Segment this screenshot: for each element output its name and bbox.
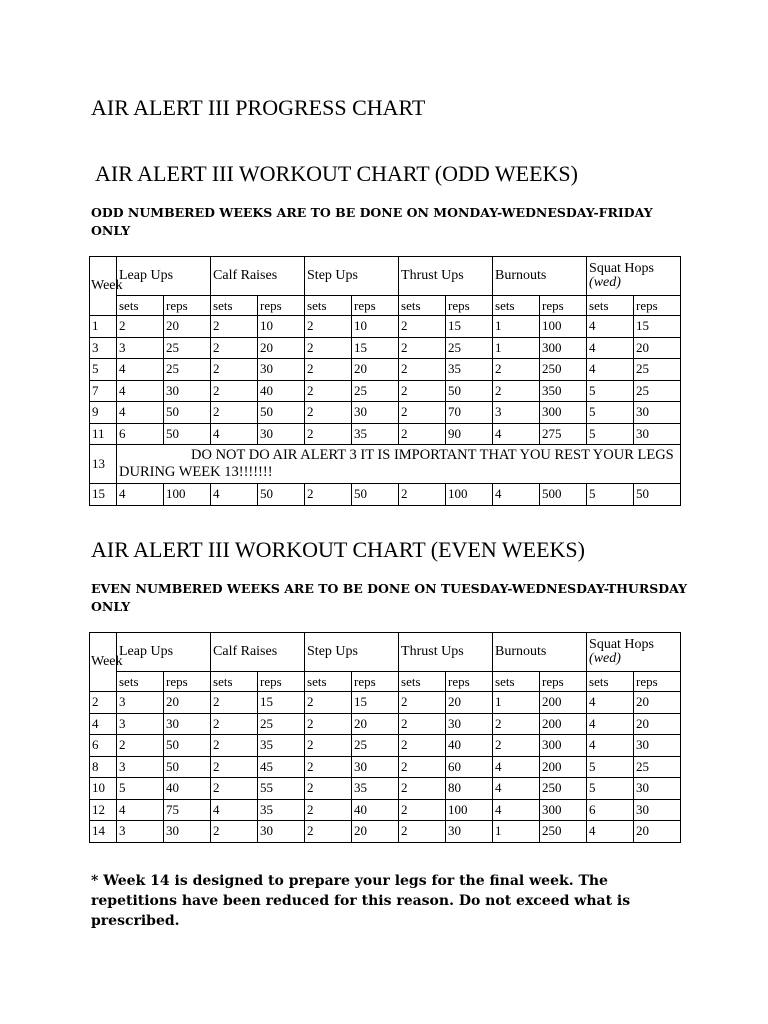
table-cell: 2 xyxy=(305,757,352,779)
table-cell: 4 xyxy=(211,800,258,822)
rest-message: DO NOT DO AIR ALERT 3 IT IS IMPORTANT THAT YOU REST YOUR LEGS DURING WEEK 13!!!!!!! xyxy=(119,447,674,480)
table-cell: 2 xyxy=(305,821,352,843)
table-cell: 30 xyxy=(258,821,305,843)
table-row xyxy=(90,735,681,757)
table-cell: 30 xyxy=(634,778,681,800)
table-row xyxy=(90,692,681,714)
table-cell: 20 xyxy=(164,316,211,338)
table-cell: 10 xyxy=(258,316,305,338)
sets-header: sets xyxy=(493,672,540,692)
table-cell: 275 xyxy=(540,424,587,446)
table-cell: 35 xyxy=(258,735,305,757)
table-cell: 5 xyxy=(587,424,634,446)
sets-header: sets xyxy=(117,672,164,692)
table-cell: 25 xyxy=(164,338,211,360)
table-cell: 2 xyxy=(211,359,258,381)
week-number: 6 xyxy=(90,735,117,757)
table-cell: 4 xyxy=(117,800,164,822)
table-cell: 25 xyxy=(352,381,399,403)
table-cell: 25 xyxy=(634,359,681,381)
table-cell: 45 xyxy=(258,757,305,779)
exercise-header xyxy=(117,257,211,296)
table-cell: 1 xyxy=(493,338,540,360)
table-cell: 2 xyxy=(399,484,446,506)
table-row xyxy=(90,424,681,446)
table-cell: 500 xyxy=(540,484,587,506)
odd-table-body xyxy=(90,257,681,506)
table-cell: 25 xyxy=(258,714,305,736)
table-cell: 25 xyxy=(352,735,399,757)
sets-header: sets xyxy=(117,296,164,316)
table-cell: 70 xyxy=(446,402,493,424)
table-cell: 40 xyxy=(258,381,305,403)
table-cell: 20 xyxy=(634,338,681,360)
week-header: Week xyxy=(90,633,117,692)
exercise-header xyxy=(117,633,211,672)
table-cell: 2 xyxy=(399,402,446,424)
exercise-name: Squat Hops xyxy=(589,261,654,276)
table-row xyxy=(90,381,681,403)
reps-header: reps xyxy=(446,296,493,316)
reps-header: reps xyxy=(164,672,211,692)
exercise-name: Thrust Ups xyxy=(401,644,464,659)
table-cell: 300 xyxy=(540,338,587,360)
table-cell: 2 xyxy=(305,381,352,403)
table-cell: 2 xyxy=(399,821,446,843)
week-number: 3 xyxy=(90,338,117,360)
table-row xyxy=(90,338,681,360)
table-cell: 1 xyxy=(493,316,540,338)
reps-header: reps xyxy=(352,672,399,692)
table-cell: 6 xyxy=(587,800,634,822)
exercise-name: Burnouts xyxy=(495,268,547,283)
table-cell: 6 xyxy=(117,424,164,446)
sets-header: sets xyxy=(587,672,634,692)
table-cell: 2 xyxy=(493,359,540,381)
even-weeks-heading: AIR ALERT III WORKOUT CHART (EVEN WEEKS) xyxy=(91,537,585,562)
reps-header: reps xyxy=(258,672,305,692)
table-cell: 10 xyxy=(352,316,399,338)
table-cell: 5 xyxy=(587,381,634,403)
exercise-name: Step Ups xyxy=(307,644,358,659)
table-cell: 4 xyxy=(211,424,258,446)
table-cell: 2 xyxy=(399,316,446,338)
exercise-name: Leap Ups xyxy=(119,644,174,659)
table-cell: 2 xyxy=(305,800,352,822)
table-row xyxy=(90,402,681,424)
table-cell: 3 xyxy=(117,714,164,736)
table-cell: 30 xyxy=(258,359,305,381)
table-cell: 100 xyxy=(446,484,493,506)
exercise-header xyxy=(399,257,493,296)
table-cell: 4 xyxy=(493,778,540,800)
table-cell: 50 xyxy=(634,484,681,506)
table-cell: 20 xyxy=(634,821,681,843)
table-row xyxy=(90,821,681,843)
sets-header: sets xyxy=(399,672,446,692)
table-row xyxy=(90,484,681,506)
table-cell: 4 xyxy=(587,714,634,736)
table-cell: 40 xyxy=(352,800,399,822)
exercise-header xyxy=(305,257,399,296)
table-cell: 2 xyxy=(305,316,352,338)
table-cell: 100 xyxy=(446,800,493,822)
table-cell: 250 xyxy=(540,359,587,381)
reps-header: reps xyxy=(352,296,399,316)
sets-header: sets xyxy=(211,296,258,316)
header-row xyxy=(90,633,681,672)
table-cell: 30 xyxy=(258,424,305,446)
subheader-row xyxy=(90,296,681,316)
table-cell: 4 xyxy=(117,402,164,424)
table-cell: 25 xyxy=(446,338,493,360)
week-number: 4 xyxy=(90,714,117,736)
exercise-header xyxy=(587,633,681,672)
page-title: AIR ALERT III PROGRESS CHART xyxy=(91,95,426,120)
sets-header: sets xyxy=(493,296,540,316)
week-number: 9 xyxy=(90,402,117,424)
table-cell: 50 xyxy=(164,424,211,446)
odd-weeks-heading: AIR ALERT III WORKOUT CHART (ODD WEEKS) xyxy=(95,161,578,186)
table-cell: 3 xyxy=(117,692,164,714)
table-cell: 2 xyxy=(305,714,352,736)
exercise-header xyxy=(211,257,305,296)
table-cell: 4 xyxy=(117,381,164,403)
week-number: 1 xyxy=(90,316,117,338)
table-cell: 30 xyxy=(164,381,211,403)
table-cell: 2 xyxy=(211,692,258,714)
table-cell: 55 xyxy=(258,778,305,800)
wed-note: (wed) xyxy=(589,651,621,666)
table-cell: 4 xyxy=(587,821,634,843)
table-cell: 2 xyxy=(211,714,258,736)
exercise-header xyxy=(211,633,305,672)
table-cell: 35 xyxy=(446,359,493,381)
table-cell: 2 xyxy=(211,821,258,843)
table-cell: 50 xyxy=(164,402,211,424)
table-cell: 5 xyxy=(117,778,164,800)
table-cell: 300 xyxy=(540,800,587,822)
exercise-header xyxy=(493,633,587,672)
table-cell: 2 xyxy=(117,316,164,338)
even-weeks-table xyxy=(89,632,681,843)
table-cell: 2 xyxy=(399,714,446,736)
table-cell: 15 xyxy=(446,316,493,338)
table-cell: 4 xyxy=(587,359,634,381)
table-cell: 20 xyxy=(352,714,399,736)
table-cell: 35 xyxy=(258,800,305,822)
table-cell: 30 xyxy=(352,757,399,779)
table-cell: 350 xyxy=(540,381,587,403)
table-cell: 40 xyxy=(446,735,493,757)
table-cell: 300 xyxy=(540,402,587,424)
table-cell: 30 xyxy=(634,424,681,446)
table-cell: 1 xyxy=(493,821,540,843)
exercise-name: Burnouts xyxy=(495,644,547,659)
table-cell: 2 xyxy=(493,714,540,736)
table-cell: 4 xyxy=(587,692,634,714)
table-cell: 5 xyxy=(587,402,634,424)
week-number: 8 xyxy=(90,757,117,779)
table-cell: 2 xyxy=(305,484,352,506)
table-cell: 25 xyxy=(164,359,211,381)
table-cell: 30 xyxy=(164,821,211,843)
table-cell: 200 xyxy=(540,692,587,714)
week-number: 15 xyxy=(90,484,117,506)
table-cell: 1 xyxy=(493,692,540,714)
table-cell: 5 xyxy=(587,484,634,506)
table-cell: 100 xyxy=(540,316,587,338)
table-cell: 2 xyxy=(305,338,352,360)
table-cell: 4 xyxy=(493,424,540,446)
week-number: 10 xyxy=(90,778,117,800)
wed-note: (wed) xyxy=(589,275,621,290)
table-cell: 20 xyxy=(352,821,399,843)
exercise-name: Thrust Ups xyxy=(401,268,464,283)
table-cell: 2 xyxy=(211,778,258,800)
table-cell: 250 xyxy=(540,778,587,800)
table-cell: 50 xyxy=(352,484,399,506)
even-table-body xyxy=(90,633,681,843)
sets-header: sets xyxy=(399,296,446,316)
table-cell: 30 xyxy=(634,402,681,424)
table-cell: 90 xyxy=(446,424,493,446)
table-cell: 20 xyxy=(634,692,681,714)
table-cell: 30 xyxy=(164,714,211,736)
table-cell: 2 xyxy=(493,381,540,403)
reps-header: reps xyxy=(540,672,587,692)
table-cell: 30 xyxy=(352,402,399,424)
table-cell: 2 xyxy=(211,757,258,779)
table-row xyxy=(90,757,681,779)
table-cell: 2 xyxy=(399,424,446,446)
table-cell: 3 xyxy=(117,757,164,779)
table-cell: 30 xyxy=(634,735,681,757)
exercise-header xyxy=(493,257,587,296)
table-cell: 2 xyxy=(211,735,258,757)
table-cell: 50 xyxy=(258,484,305,506)
table-cell: 250 xyxy=(540,821,587,843)
table-cell: 2 xyxy=(399,735,446,757)
table-cell: 200 xyxy=(540,714,587,736)
week-number: 2 xyxy=(90,692,117,714)
table-cell: 5 xyxy=(587,778,634,800)
table-cell: 60 xyxy=(446,757,493,779)
table-cell: 4 xyxy=(587,316,634,338)
table-cell: 4 xyxy=(117,359,164,381)
table-cell: 200 xyxy=(540,757,587,779)
table-cell: 75 xyxy=(164,800,211,822)
table-cell: 20 xyxy=(634,714,681,736)
table-row xyxy=(90,800,681,822)
subheader-row xyxy=(90,672,681,692)
week-number: 13 xyxy=(90,445,117,484)
table-cell: 15 xyxy=(258,692,305,714)
table-cell: 4 xyxy=(493,757,540,779)
table-cell: 30 xyxy=(634,800,681,822)
odd-weeks-table xyxy=(89,256,681,506)
table-cell: 4 xyxy=(587,338,634,360)
table-cell: 100 xyxy=(164,484,211,506)
week-number: 5 xyxy=(90,359,117,381)
table-cell: 35 xyxy=(352,778,399,800)
table-cell: 15 xyxy=(352,692,399,714)
table-cell: 2 xyxy=(305,424,352,446)
sets-header: sets xyxy=(305,296,352,316)
table-cell: 50 xyxy=(164,757,211,779)
table-cell: 300 xyxy=(540,735,587,757)
reps-header: reps xyxy=(446,672,493,692)
table-cell: 2 xyxy=(305,735,352,757)
sets-header: sets xyxy=(211,672,258,692)
table-row xyxy=(90,316,681,338)
table-row xyxy=(90,359,681,381)
table-cell: 80 xyxy=(446,778,493,800)
exercise-header xyxy=(587,257,681,296)
rest-message-cell xyxy=(117,445,681,484)
table-cell: 2 xyxy=(211,338,258,360)
exercise-header xyxy=(305,633,399,672)
table-cell: 2 xyxy=(211,381,258,403)
table-cell: 2 xyxy=(305,778,352,800)
table-cell: 40 xyxy=(164,778,211,800)
table-cell: 2 xyxy=(399,800,446,822)
week-number: 12 xyxy=(90,800,117,822)
week-13-row xyxy=(90,445,681,484)
table-cell: 2 xyxy=(117,735,164,757)
week-14-footnote: * Week 14 is designed to prepare your legs for the final week. The repetitions have been reduced for this reason. Do not exceed what is prescribed. xyxy=(91,873,631,929)
sets-header: sets xyxy=(305,672,352,692)
table-cell: 4 xyxy=(587,735,634,757)
table-cell: 2 xyxy=(493,735,540,757)
exercise-name: Squat Hops xyxy=(589,637,654,652)
table-cell: 2 xyxy=(305,402,352,424)
week-number: 7 xyxy=(90,381,117,403)
exercise-name: Step Ups xyxy=(307,268,358,283)
table-cell: 2 xyxy=(211,316,258,338)
table-cell: 4 xyxy=(211,484,258,506)
table-cell: 25 xyxy=(634,381,681,403)
table-cell: 25 xyxy=(634,757,681,779)
table-cell: 2 xyxy=(399,359,446,381)
table-cell: 30 xyxy=(446,821,493,843)
table-cell: 2 xyxy=(211,402,258,424)
table-cell: 50 xyxy=(258,402,305,424)
week-header: Week xyxy=(90,257,117,316)
sets-header: sets xyxy=(587,296,634,316)
exercise-name: Calf Raises xyxy=(213,644,278,659)
table-cell: 15 xyxy=(634,316,681,338)
reps-header: reps xyxy=(634,672,681,692)
table-row xyxy=(90,714,681,736)
table-cell: 2 xyxy=(399,692,446,714)
table-cell: 3 xyxy=(117,338,164,360)
reps-header: reps xyxy=(540,296,587,316)
table-cell: 2 xyxy=(399,338,446,360)
table-cell: 3 xyxy=(493,402,540,424)
table-cell: 35 xyxy=(352,424,399,446)
table-cell: 20 xyxy=(446,692,493,714)
exercise-header xyxy=(399,633,493,672)
week-number: 14 xyxy=(90,821,117,843)
exercise-name: Calf Raises xyxy=(213,268,278,283)
header-row xyxy=(90,257,681,296)
odd-weeks-note: ODD NUMBERED WEEKS ARE TO BE DONE ON MONDAY-WEDNESDAY-FRIDAY ONLY xyxy=(91,205,653,238)
table-cell: 4 xyxy=(493,800,540,822)
table-cell: 4 xyxy=(117,484,164,506)
table-cell: 50 xyxy=(446,381,493,403)
reps-header: reps xyxy=(634,296,681,316)
table-cell: 50 xyxy=(164,735,211,757)
table-cell: 20 xyxy=(352,359,399,381)
week-number: 11 xyxy=(90,424,117,446)
reps-header: reps xyxy=(258,296,305,316)
table-cell: 20 xyxy=(258,338,305,360)
table-cell: 3 xyxy=(117,821,164,843)
even-weeks-note: EVEN NUMBERED WEEKS ARE TO BE DONE ON TUESDAY-WEDNESDAY-THURSDAY ONLY xyxy=(91,581,688,614)
table-cell: 2 xyxy=(305,359,352,381)
table-cell: 5 xyxy=(587,757,634,779)
table-cell: 2 xyxy=(305,692,352,714)
table-cell: 4 xyxy=(493,484,540,506)
reps-header: reps xyxy=(164,296,211,316)
table-cell: 15 xyxy=(352,338,399,360)
table-cell: 30 xyxy=(446,714,493,736)
table-row xyxy=(90,778,681,800)
table-cell: 2 xyxy=(399,381,446,403)
table-cell: 20 xyxy=(164,692,211,714)
table-cell: 2 xyxy=(399,778,446,800)
table-cell: 2 xyxy=(399,757,446,779)
exercise-name: Leap Ups xyxy=(119,268,174,283)
